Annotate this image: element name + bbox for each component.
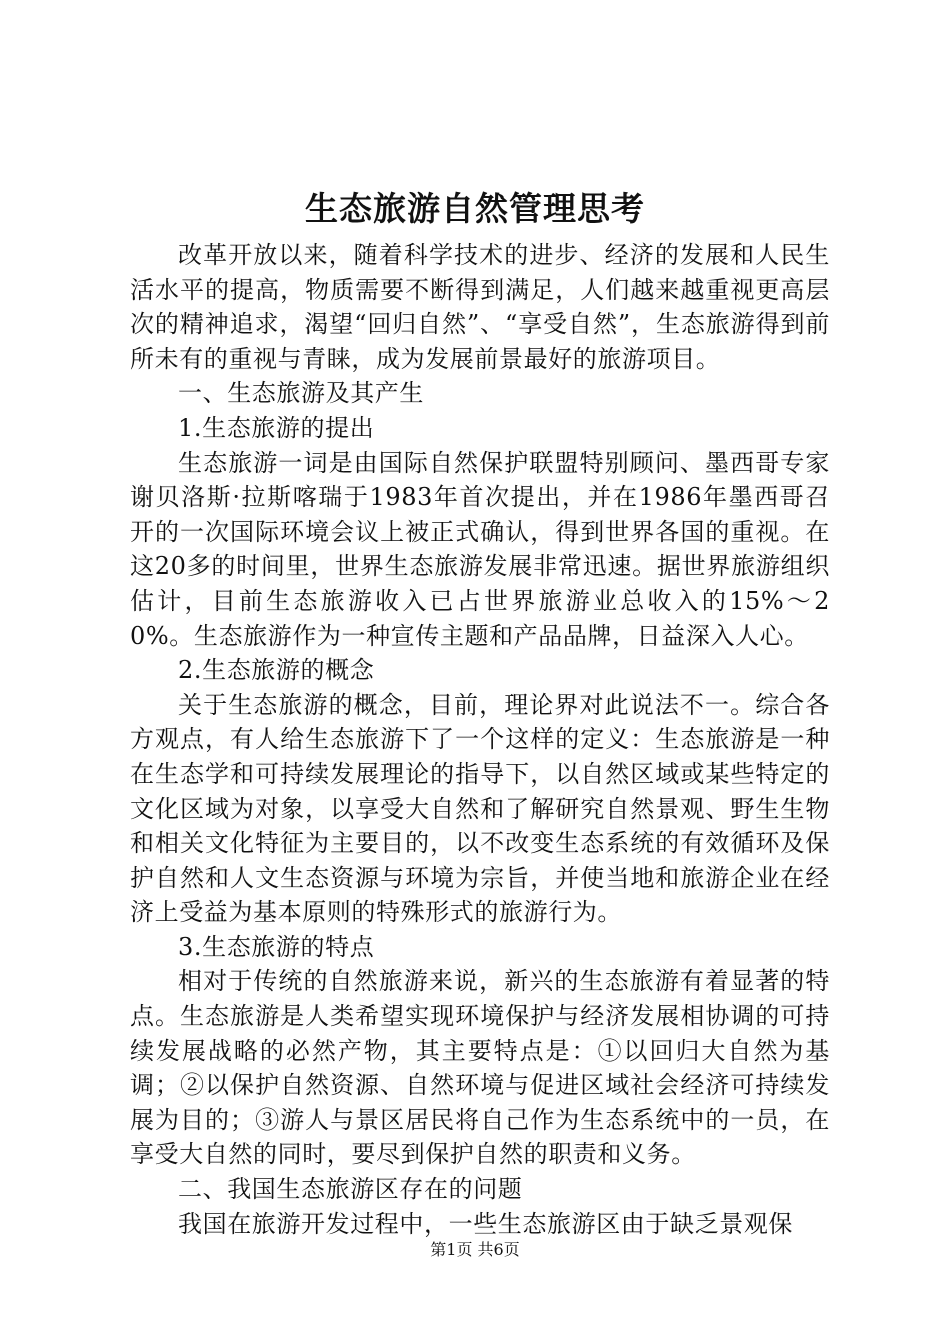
section-heading-1: 一、生态旅游及其产生 [178,379,424,408]
intro-paragraph: 改革开放以来，随着科学技术的进步、经济的发展和人民生活水平的提高，物质需要不断得到满足，人们越来越重视更高层次的精神追求，渴望“回归自然”、“享受自然”，生态旅游得到前所未有的重视与青睐，成为发展前景最好的旅游项目。 [130,241,830,373]
document-title: 生态旅游自然管理思考 [305,189,645,228]
paragraph-features: 相对于传统的自然旅游来说，新兴的生态旅游有着显著的特点。生态旅游是人类希望实现环境保护与经济发展相协调的可持续发展战略的必然产物，其主要特点是：①以回归大自然为基调；②以保护自然资源、自然环境与促进区域社会经济可持续发展为目的；③游人与景区居民将自己作为生态系统中的一员，在享受大自然的同时，要尽到保护自然的职责和义务。 [130,967,830,1169]
paragraph-problems: 我国在旅游开发过程中，一些生态旅游区由于缺乏景观保 [178,1209,793,1238]
paragraph-origin: 生态旅游一词是由国际自然保护联盟特别顾问、墨西哥专家谢贝洛斯·拉斯喀瑞于1983年首次提出，并在1986年墨西哥召开的一次国际环境会议上被正式确认，得到世界各国的重视。在这20多的时间里，世界生态旅游发展非常迅速。据世界旅游组织估计，目前生态旅游收入已占世界旅游业总收入的15%～20%。生态旅游作为一种宣传主题和产品品牌，日益深入人心。 [130,448,830,650]
paragraph-concept: 关于生态旅游的概念，目前，理论界对此说法不一。综合各方观点，有人给生态旅游下了一个这样的定义：生态旅游是一种在生态学和可持续发展理论的指导下，以自然区域或某些特定的文化区域为对象，以享受大自然和了解研究自然景观、野生生物和相关文化特征为主要目的，以不改变生态系统的有效循环及保护自然和人文生态资源与环境为宗旨，并使当地和旅游企业在经济上受益为基本原则的特殊形式的旅游行为。 [130,690,830,927]
document-body [130,238,830,1241]
subsection-heading-1-2: 2.生态旅游的概念 [178,656,375,685]
section-heading-2: 二、我国生态旅游区存在的问题 [178,1175,523,1204]
page-footer: 第1页 共6页 [430,1240,520,1259]
subsection-heading-1-3: 3.生态旅游的特点 [178,932,375,961]
subsection-heading-1-1: 1.生态旅游的提出 [178,413,375,442]
